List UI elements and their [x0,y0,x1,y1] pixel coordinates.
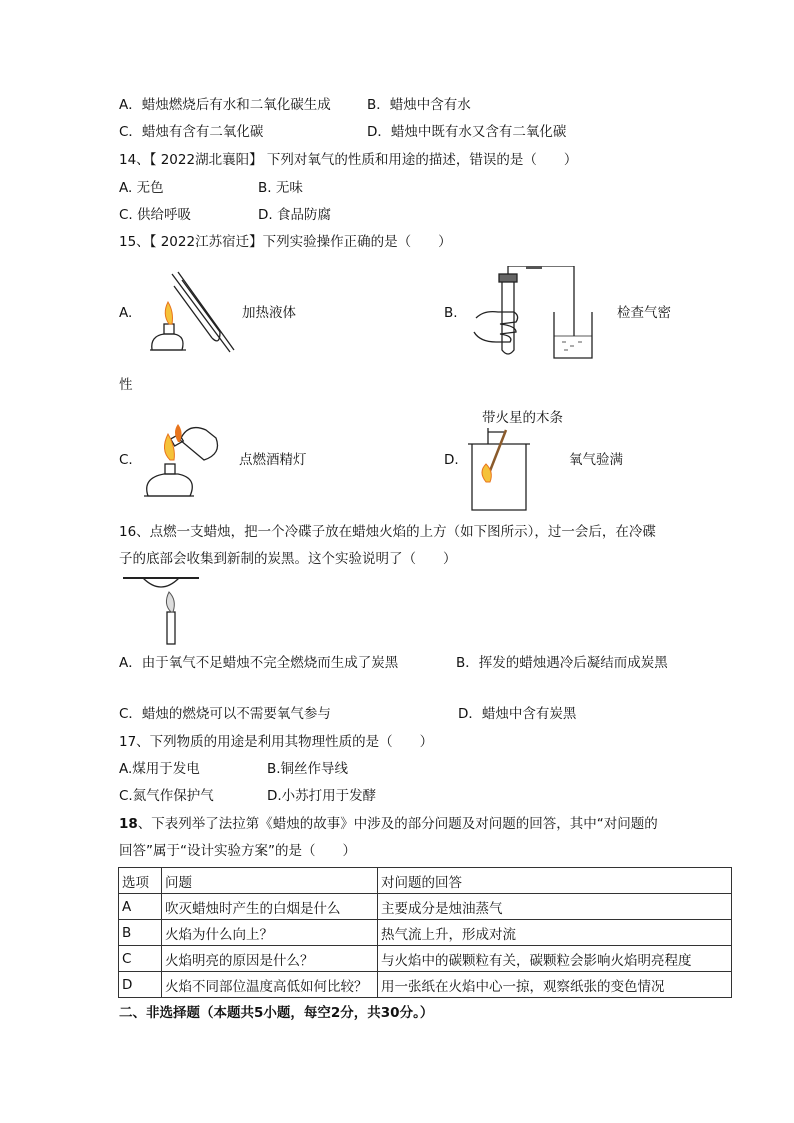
table-row [119,946,732,972]
table-header-cell: 对问题的回答 [378,868,732,894]
table-cell: D [119,972,162,998]
q17-option-d: D.小苏打用于发酵 [267,788,377,804]
q15-caption-b-continued: 性 [119,377,133,393]
table-row [119,920,732,946]
q14-option-c: C. 供给呼吸 [119,207,192,223]
table-cell: 主要成分是烛油蒸气 [378,894,732,920]
q18-stem-line1 [119,815,658,833]
q15-label-d: D. [444,452,459,468]
airtightness-check-figure [466,266,606,364]
q15-label-c: C. [119,452,133,468]
table-cell: C [119,946,162,972]
section-2-heading: 二、非选择题（本题共5小题，每空2分，共30分。） [119,1005,434,1021]
q18-stem-line2: 回答”属于“设计实验方案”的是（ ） [119,843,356,859]
table-cell: 火焰不同部位温度高低如何比较？ [162,972,378,998]
table-cell: 用一张纸在火焰中心一掠，观察纸张的变色情况 [378,972,732,998]
q15-caption-a: 加热液体 [242,305,296,321]
q17-stem: 17、下列物质的用途是利用其物理性质的是（ ） [119,734,434,750]
q14-option-d: D. 食品防腐 [258,207,331,223]
table-row [119,894,732,920]
q14-stem: 14、【 2022湖北襄阳】 下列对氧气的性质和用途的描述，错误的是（ ） [119,152,578,168]
q17-option-c: C.氮气作保护气 [119,788,214,804]
table-cell: A [119,894,162,920]
q15-label-b: B. [444,305,458,321]
cold-dish-candle-figure [121,574,201,646]
table-cell: 吹灭蜡烛时产生的白烟是什么 [162,894,378,920]
table-row [119,972,732,998]
q13-option-c: C．蜡烛有含有二氧化碳 [119,124,264,140]
q15-stem: 15、【 2022江苏宿迁】下列实验操作正确的是（ ） [119,234,452,250]
q13-option-a: A．蜡烛燃烧后有水和二氧化碳生成 [119,97,331,113]
table-cell: 与火焰中的碳颗粒有关，碳颗粒会影响火焰明亮程度 [378,946,732,972]
q16-option-c: C．蜡烛的燃烧可以不需要氧气参与 [119,706,331,722]
q16-stem-line1: 16、点燃一支蜡烛，把一个冷碟子放在蜡烛火焰的上方（如下图所示），过一会后，在冷碟 [119,524,656,540]
q17-option-b: B.铜丝作导线 [267,761,349,777]
q14-option-a: A. 无色 [119,180,164,196]
q16-option-d: D．蜡烛中含有炭黑 [458,706,577,722]
q13-option-d: D．蜡烛中既有水又含有二氧化碳 [367,124,567,140]
q15-label-a: A. [119,305,133,321]
q15-fig-d-top-label: 带火星的木条 [482,410,563,426]
q18-number: 18 [119,816,138,832]
table-header-cell: 问题 [162,868,378,894]
oxygen-full-check-figure [464,428,534,512]
q17-option-a: A.煤用于发电 [119,761,200,777]
table-cell: 火焰为什么向上？ [162,920,378,946]
table-cell: 火焰明亮的原因是什么？ [162,946,378,972]
q13-option-b: B．蜡烛中含有水 [367,97,471,113]
table-header-row [119,868,732,894]
q16-option-a: A．由于氧气不足蜡烛不完全燃烧而生成了炭黑 [119,655,399,671]
q15-caption-d: 氧气验满 [569,452,623,468]
heating-liquid-figure [142,266,237,361]
q18-table [118,867,732,998]
q18-stem-text: 、下表列举了法拉第《蜡烛的故事》中涉及的部分问题及对问题的回答，其中“对问题的 [137,816,658,832]
q15-caption-b: 检查气密 [617,305,671,321]
table-header-cell: 选项 [119,868,162,894]
table-cell: 热气流上升，形成对流 [378,920,732,946]
q16-option-b: B．挥发的蜡烛遇冷后凝结而成炭黑 [456,655,668,671]
q14-option-b: B. 无味 [258,180,303,196]
lighting-alcohol-lamp-figure [138,410,234,506]
q15-caption-c: 点燃酒精灯 [239,452,307,468]
q16-stem-line2: 子的底部会收集到新制的炭黑。这个实验说明了（ ） [119,551,457,567]
table-cell: B [119,920,162,946]
